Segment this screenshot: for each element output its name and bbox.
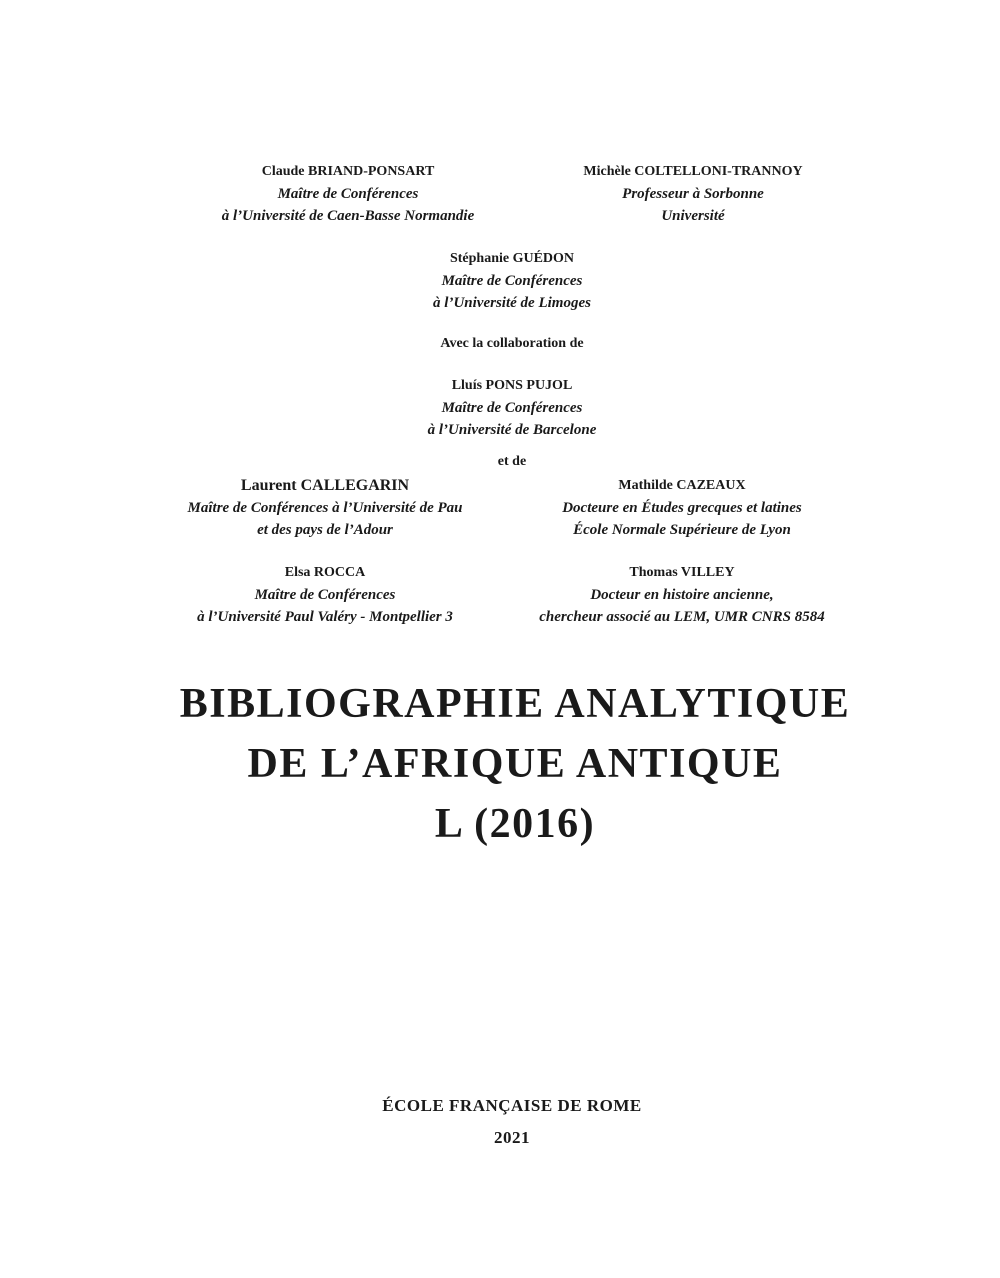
contributor-name: Thomas VILLEY (629, 565, 735, 580)
author-name: Claude BRIAND-PONSART (261, 164, 435, 179)
book-title (100, 674, 930, 854)
author-affiliation: Université (661, 208, 725, 224)
contributor-name: Laurent CALLEGARIN (240, 477, 410, 494)
title-line-3: L (2016) (434, 801, 596, 847)
collaboration-label: Avec la collaboration de (440, 336, 584, 351)
contributor-role: Docteur en histoire ancienne, (590, 587, 774, 603)
contributor-role: Maître de Conférences à l’Université de Pau (187, 500, 463, 516)
publication-year: 2021 (494, 1128, 530, 1147)
collaborator-name: Lluís PONS PUJOL (451, 378, 573, 393)
contributor-role: Docteure en Études grecques et latines (562, 500, 802, 516)
contributor-name: Mathilde CAZEAUX (618, 478, 746, 493)
contributor-affiliation: à l’Université Paul Valéry - Montpellier 3 (197, 609, 453, 625)
contributor-rocca (140, 562, 510, 628)
author-guedon (362, 248, 662, 314)
contributor-cazeaux (512, 475, 852, 541)
author-coltelloni-trannoy (548, 161, 838, 227)
and-label: et de (497, 454, 527, 469)
contributor-name: Elsa ROCCA (284, 565, 366, 580)
and-intro (412, 451, 612, 473)
author-role: Professeur à Sorbonne (622, 186, 764, 202)
publisher-block (312, 1090, 712, 1154)
title-line-1: BIBLIOGRAPHIE ANALYTIQUE (179, 681, 851, 727)
author-briand-ponsart (163, 161, 533, 227)
contributor-callegarin (140, 475, 510, 541)
contributor-affiliation: École Normale Supérieure de Lyon (573, 522, 791, 538)
collaborator-role: Maître de Conférences (441, 400, 583, 416)
contributor-villey (502, 562, 862, 628)
publisher-name: ÉCOLE FRANÇAISE DE ROME (382, 1096, 642, 1115)
author-affiliation: à l’Université de Caen-Basse Normandie (221, 208, 475, 224)
title-line-2: DE L’AFRIQUE ANTIQUE (247, 741, 783, 787)
author-role: Maître de Conférences (277, 186, 419, 202)
author-name: Stéphanie GUÉDON (449, 251, 575, 266)
collaborator-affiliation: à l’Université de Barcelone (427, 422, 597, 438)
author-affiliation: à l’Université de Limoges (433, 295, 591, 311)
author-name: Michèle COLTELLONI-TRANNOY (583, 164, 803, 179)
collaborator-pons-pujol (362, 375, 662, 441)
contributor-affiliation: et des pays de l’Adour (257, 522, 393, 538)
contributor-role: Maître de Conférences (254, 587, 396, 603)
contributor-affiliation: chercheur associé au LEM, UMR CNRS 8584 (539, 609, 825, 625)
collaboration-intro (362, 333, 662, 355)
author-role: Maître de Conférences (441, 273, 583, 289)
